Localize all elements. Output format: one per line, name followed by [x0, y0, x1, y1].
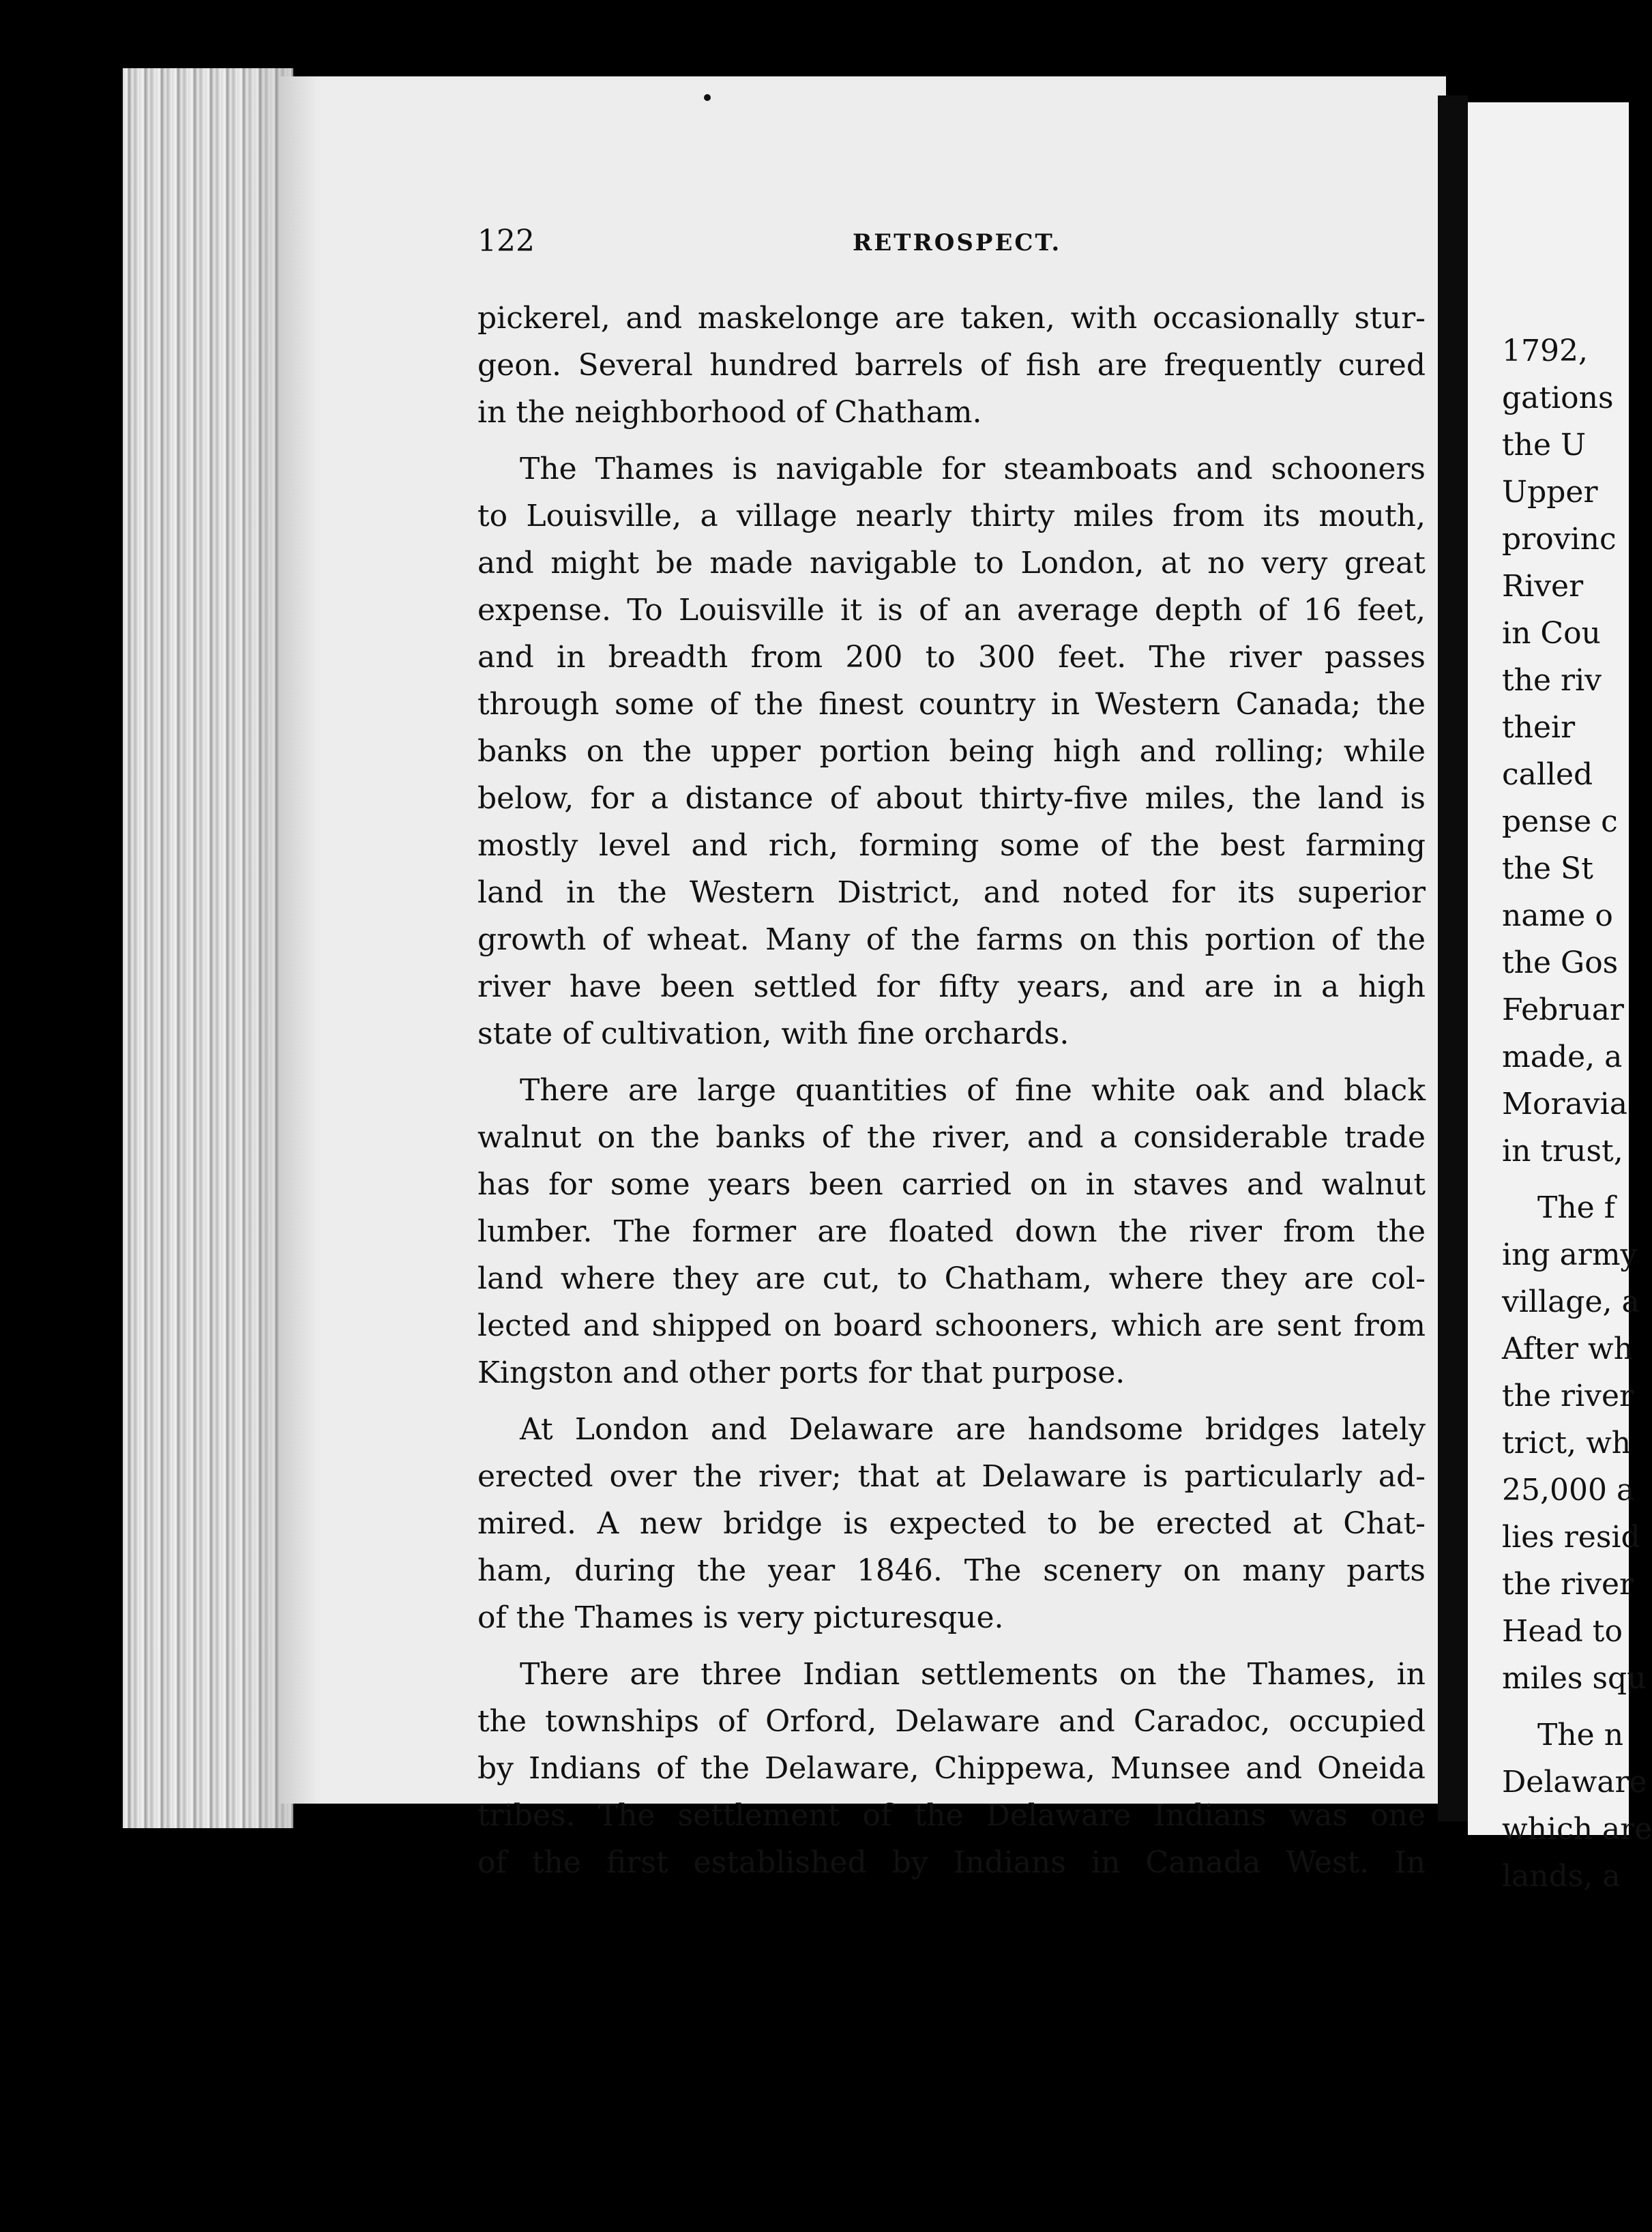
facing-text-line: name o	[1502, 898, 1613, 933]
text-line: ham, during the year 1846. The scenery on many parts	[477, 1553, 1426, 1588]
facing-text-line: the river	[1502, 1379, 1634, 1413]
ink-speck	[704, 94, 711, 101]
book-gutter	[1438, 96, 1468, 1821]
text-line: erected over the river; that at Delaware is particularly ad-	[477, 1459, 1426, 1494]
facing-text-line: in trust,	[1502, 1134, 1623, 1169]
paragraph	[477, 1067, 1426, 1396]
text-line: Kingston and other ports for that purpose.	[477, 1355, 1125, 1390]
text-line: of the Thames is very picturesque.	[477, 1600, 1004, 1635]
paragraph	[477, 1406, 1426, 1641]
text-line: pickerel, and maskelonge are taken, with occasionally stur-	[477, 301, 1426, 336]
facing-text-line: made, a	[1502, 1040, 1623, 1074]
facing-text-line: the St	[1502, 851, 1593, 886]
text-line: state of cultivation, with fine orchards.	[477, 1016, 1070, 1051]
facing-text-line: miles squ	[1502, 1661, 1647, 1696]
text-line: lumber. The former are floated down the river from the	[477, 1214, 1426, 1249]
text-line: the townships of Orford, Delaware and Caradoc, occupied	[477, 1704, 1426, 1739]
facing-text-line: village, a	[1502, 1284, 1640, 1319]
facing-text-line: The f	[1537, 1190, 1615, 1225]
facing-text-line: gations	[1502, 381, 1614, 415]
text-line: geon. Several hundred barrels of fish are frequently cured	[477, 348, 1426, 383]
text-line: below, for a distance of about thirty-five miles, the land is	[477, 781, 1426, 816]
body-text	[477, 295, 1426, 1896]
facing-text-line: Moravia	[1502, 1087, 1627, 1121]
facing-text-line: 25,000 a	[1502, 1473, 1635, 1508]
text-line: banks on the upper portion being high and rolling; while	[477, 734, 1426, 769]
text-line: At London and Delaware are handsome bridges lately	[520, 1412, 1426, 1447]
facing-text-line: River	[1502, 569, 1584, 604]
facing-text-line: After wh	[1502, 1332, 1634, 1366]
text-line: in the neighborhood of Chatham.	[477, 395, 982, 430]
running-head	[477, 224, 1426, 265]
paragraph	[477, 295, 1426, 436]
text-line: mostly level and rich, forming some of the best farming	[477, 828, 1426, 863]
text-line: expense. To Louisville it is of an average depth of 16 feet,	[477, 593, 1426, 628]
facing-text-line: trict, wh	[1502, 1426, 1632, 1460]
paragraph	[477, 1651, 1426, 1886]
text-line: growth of wheat. Many of the farms on this portion of the	[477, 922, 1426, 957]
facing-text-line: The n	[1537, 1718, 1624, 1752]
text-line: land where they are cut, to Chatham, where they are col-	[477, 1261, 1426, 1296]
facing-text-line: the U	[1502, 428, 1587, 462]
facing-text-line: the river	[1502, 1567, 1634, 1602]
paragraph-gap	[1502, 1702, 1629, 1712]
facing-text-line: ing army	[1502, 1237, 1638, 1272]
facing-text-line: called	[1502, 757, 1593, 792]
facing-text-line: pense c	[1502, 804, 1618, 839]
facing-page-text	[1502, 327, 1652, 1900]
facing-text-line: 1792,	[1502, 334, 1588, 368]
facing-text-line: the Gos	[1502, 945, 1619, 980]
text-line: The Thames is navigable for steamboats and schooners	[520, 452, 1426, 486]
facing-text-line: lands, a	[1502, 1859, 1621, 1894]
facing-text-line: lies resid	[1502, 1520, 1640, 1555]
paragraph-gap	[1502, 1175, 1629, 1184]
page-shadow	[280, 76, 321, 1804]
text-line: has for some years been carried on in staves and walnut	[477, 1167, 1426, 1202]
facing-text-line: Upper	[1502, 475, 1598, 510]
text-line: There are large quantities of fine white oak and black	[520, 1073, 1426, 1108]
facing-text-line: Februar	[1502, 993, 1624, 1027]
text-line: lected and shipped on board schooners, which are sent from	[477, 1308, 1426, 1343]
facing-text-line: provinc	[1502, 522, 1617, 557]
text-line: and in breadth from 200 to 300 feet. The river passes	[477, 640, 1426, 675]
running-title: RETROSPECT.	[853, 229, 1062, 256]
text-line: walnut on the banks of the river, and a considerable trade	[477, 1120, 1426, 1155]
facing-text-line: their	[1502, 710, 1576, 745]
text-line: of the first established by Indians in Canada West. In	[477, 1845, 1426, 1880]
text-line: and might be made navigable to London, at no very great	[477, 546, 1426, 581]
paragraph	[477, 445, 1426, 1057]
facing-text-line: Delaware	[1502, 1765, 1647, 1800]
text-line: tribes. The settlement of the Delaware Indians was one	[477, 1798, 1426, 1833]
text-line: to Louisville, a village nearly thirty miles from its mouth,	[477, 499, 1426, 533]
facing-text-line: in Cou	[1502, 616, 1601, 651]
facing-text-line: which are	[1502, 1812, 1652, 1847]
text-line: mired. A new bridge is expected to be erected at Chat-	[477, 1506, 1426, 1541]
text-line: river have been settled for fifty years, and are in a high	[477, 969, 1426, 1004]
text-line: by Indians of the Delaware, Chippewa, Munsee and Oneida	[477, 1751, 1426, 1786]
facing-text-line: the riv	[1502, 663, 1602, 698]
page-number: 122	[477, 224, 535, 259]
facing-text-line: Head to	[1502, 1614, 1623, 1649]
text-line: through some of the finest country in Western Canada; the	[477, 687, 1426, 722]
text-line: There are three Indian settlements on the Thames, in	[520, 1657, 1426, 1692]
text-line: land in the Western District, and noted for its superior	[477, 875, 1426, 910]
